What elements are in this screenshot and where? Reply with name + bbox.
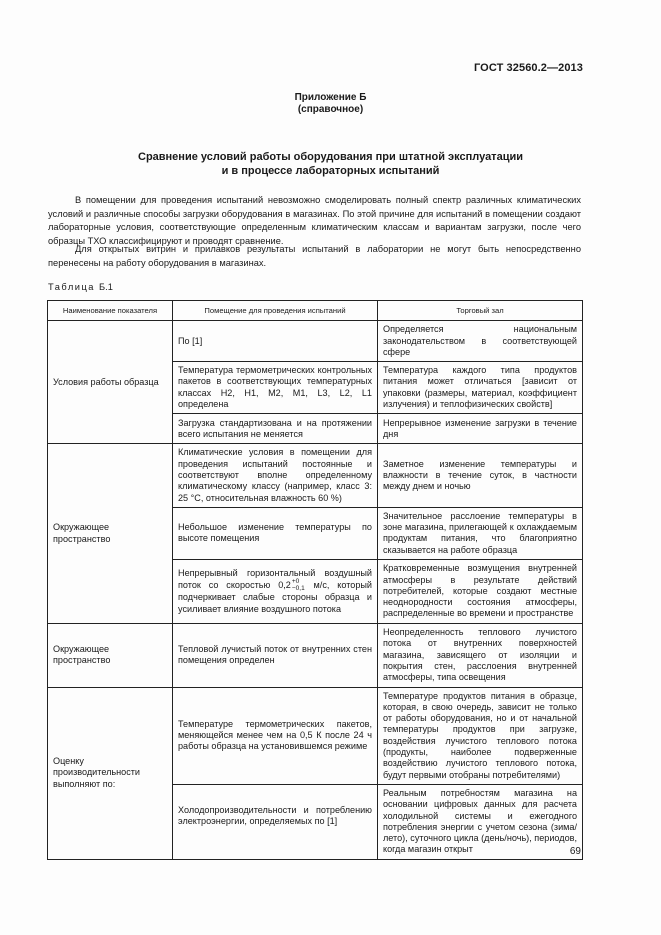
header-lab: Помещение для проведения испытаний — [173, 301, 378, 321]
table-row — [48, 687, 583, 784]
header-indicator: Наименование показателя — [48, 301, 173, 321]
table-caption-number: Б.1 — [99, 282, 113, 292]
header-store: Торговый зал — [378, 301, 583, 321]
table-row — [48, 444, 583, 507]
lab-airflow-pre: Непрерывный горизонтальный воздушный поток со скоростью 0,2 — [178, 568, 372, 591]
table-row — [48, 624, 583, 687]
table-caption-word: Таблица — [48, 282, 95, 292]
store-cell: Реальным потребностям магазина на основании цифровых данных для расчета холодильной системы и ежегодного потребления энергии с учетом сезона (зима/лето), суточного цикла (день/ночь), периодов, когда магазин открыт — [378, 784, 583, 859]
indicator-cell: Условия работы образца — [48, 321, 173, 444]
store-cell: Неопределенность теплового лучистого потока от внутренних поверхностей магазина, зависящего от изоляции и покрытия стен, расслоения внутренней атмосферы, типа освещения — [378, 624, 583, 687]
standard-number: ГОСТ 32560.2—2013 — [473, 62, 583, 74]
lab-cell — [173, 560, 378, 624]
table-caption — [48, 282, 113, 292]
indicator-cell: Окружающее пространство — [48, 444, 173, 624]
lab-cell: Температура термометрических контрольных пакетов в соответствующих температурных классах Н2, Н1, М2, М1, L3, L2, L1 определена — [173, 362, 378, 414]
lab-cell: По [1] — [173, 321, 378, 362]
store-cell: Значительное расслоение температуры в зоне магазина, прилегающей к охлаждаемым продуктам питания, что благоприятно сказывается на работе образца — [378, 507, 583, 559]
store-cell: Кратковременные возмущения внутренней атмосферы в результате действий потребителей, которые создают местные неоднородности состояния атмосферы, распределенные во времени и пространстве — [378, 560, 583, 624]
store-cell: Температуре продуктов питания в образце, которая, в свою очередь, зависит не только от работы оборудования, но и от начальной температуры продуктов при загрузке, воздействия лучистого теплового потока (продукты, наиболее подверженные воздействию лучистого теплового потока, будут первыми отобраны потребителями) — [378, 687, 583, 784]
comparison-table — [47, 300, 583, 860]
lab-cell: Холодопроизводительности и потреблению электроэнергии, определяемых по [1] — [173, 784, 378, 859]
store-cell: Непрерывное изменение загрузки в течение дня — [378, 414, 583, 444]
page-number: 69 — [569, 846, 581, 857]
store-cell: Температура каждого типа продуктов питания может отличаться [зависит от упаковки (размеры, материал, коэффициент излучения) и теплофизических свойств] — [378, 362, 583, 414]
tolerance-lower: −0,1 — [291, 584, 305, 592]
lab-cell: Климатические условия в помещении для проведения испытаний постоянные и соответствуют вполне определенному климатическому классу (например, класс 3: 25 °С, относительная влажность 60 %) — [173, 444, 378, 507]
store-cell: Определяется национальным законодательством в соответствующей сфере — [378, 321, 583, 362]
lab-cell: Небольшое изменение температуры по высоте помещения — [173, 507, 378, 559]
tolerance-upper: +0 — [291, 578, 300, 586]
annex-title: Приложение Б — [294, 92, 367, 103]
table-row — [48, 321, 583, 362]
lab-airflow-post: м/с, который подчеркивает слабые стороны образца и усиливает влияние воздушного потока — [178, 580, 372, 614]
body-paragraph-2: Для открытых витрин и прилавков результаты испытаний в лаборатории не могут быть непосредственно перенесены на работу оборудования в магазинах. — [48, 244, 581, 268]
section-heading-line-1: Сравнение условий работы оборудования при штатной эксплуатации — [138, 151, 523, 163]
lab-cell: Тепловой лучистый поток от внутренних стен помещения определен — [173, 624, 378, 687]
table-header-row — [48, 301, 583, 321]
indicator-cell: Оценку производительности выполняют по: — [48, 687, 173, 859]
body-paragraph-1: В помещении для проведения испытаний невозможно смоделировать полный спектр различных климатических условий и различные способы загрузки оборудования в магазинах. По этой причине для испытаний в помещении создают лабораторные условия, соответствующие определенным климатическим классам и вариантам загрузки, после чего образцы ТХО классифицируют и проводят сравнение. — [48, 195, 581, 246]
store-cell: Заметное изменение температуры и влажности в течение суток, в частности между днем и ночью — [378, 444, 583, 507]
indicator-cell: Окружающее пространство — [48, 624, 173, 687]
section-heading-line-2: и в процессе лабораторных испытаний — [221, 165, 440, 177]
lab-cell: Загрузка стандартизована и на протяжении всего испытания не меняется — [173, 414, 378, 444]
lab-cell: Температуре термометрических пакетов, меняющейся менее чем на 0,5 К после 24 ч работы образца на установившемся режиме — [173, 687, 378, 784]
annex-type: (справочное) — [297, 104, 364, 115]
